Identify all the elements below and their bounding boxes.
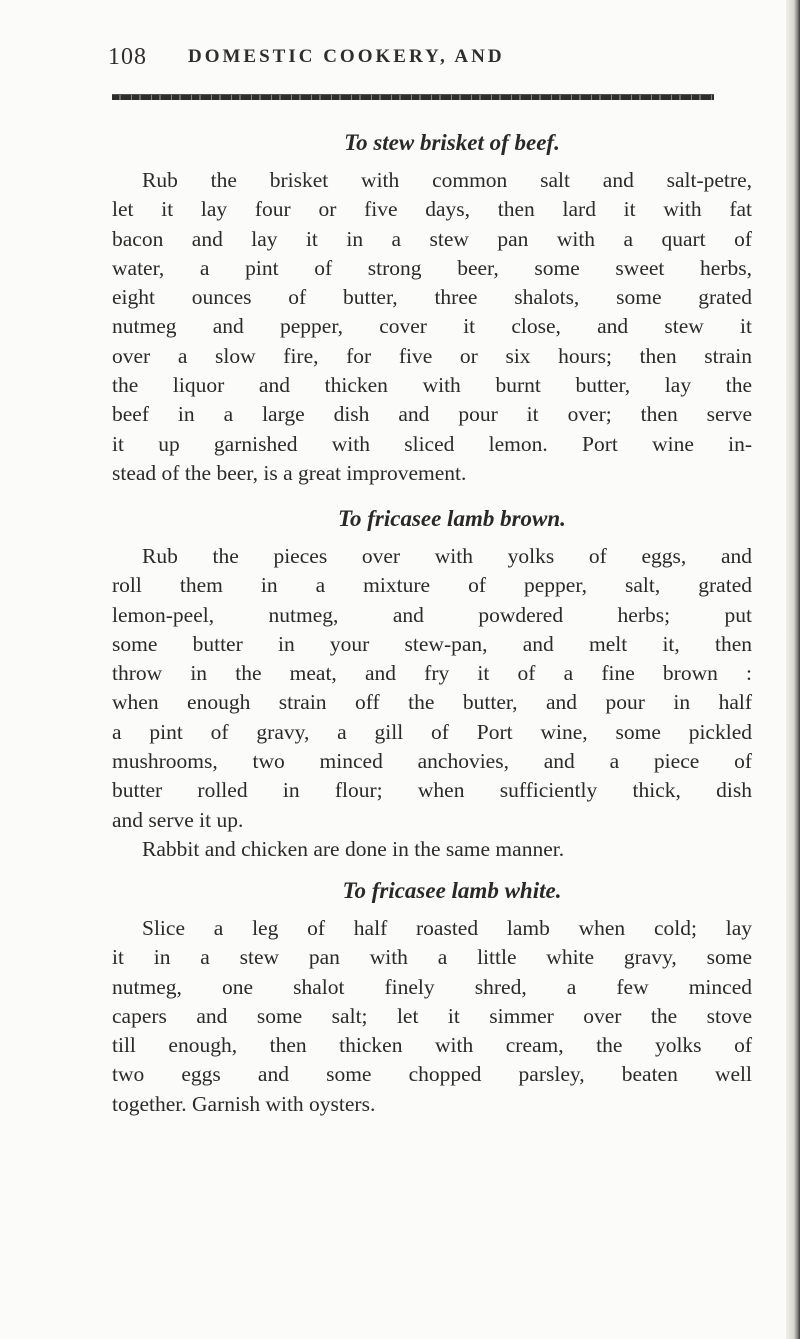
text-line: stead of the beer, is a great improvement. <box>112 460 467 485</box>
text-line: Rabbit and chicken are done in the same manner. <box>142 836 565 861</box>
text-line: eight ounces of butter, three shalots, some grated <box>112 285 752 310</box>
page-edge-shadow <box>786 0 800 1339</box>
text-line: and serve it up. <box>112 807 244 832</box>
text-line: the liquor and thicken with burnt butter, lay the <box>112 373 752 398</box>
text-line: Rub the brisket with common salt and salt-petre, <box>142 168 752 192</box>
text-line: throw in the meat, and fry it of a fine brown : <box>112 661 752 686</box>
text-line: butter rolled in flour; when sufficiently thick, dish <box>112 778 752 803</box>
text-line: beef in a large dish and pour it over; then serve <box>112 402 752 427</box>
text-line: let it lay four or five days, then lard it with fat <box>112 197 752 222</box>
recipe-title: To stew brisket of beef. <box>344 130 560 155</box>
text-line: till enough, then thicken with cream, the yolks of <box>112 1033 752 1058</box>
recipe-fricasee-lamb-brown <box>112 506 752 864</box>
text-line: when enough strain off the butter, and pour in half <box>112 690 752 715</box>
text-line: water, a pint of strong beer, some sweet herbs, <box>112 255 752 280</box>
recipe-body <box>112 542 752 864</box>
text-line: over a slow fire, for five or six hours; then strain <box>112 343 752 368</box>
text-line: nutmeg, one shalot finely shred, a few minced <box>112 974 752 999</box>
text-line: it up garnished with sliced lemon. Port wine in- <box>112 431 752 456</box>
text-line: roll them in a mixture of pepper, salt, grated <box>112 573 752 598</box>
text-line: capers and some salt; let it simmer over the stove <box>112 1003 752 1028</box>
text-line: nutmeg and pepper, cover it close, and stew it <box>112 314 752 339</box>
text-line: Rub the pieces over with yolks of eggs, and <box>142 544 752 568</box>
page-number: 108 <box>108 44 147 70</box>
running-title: DOMESTIC COOKERY, AND <box>188 46 505 67</box>
text-line: a pint of gravy, a gill of Port wine, some pickled <box>112 719 752 744</box>
text-line: bacon and lay it in a stew pan with a quart of <box>112 226 752 251</box>
recipe-stew-brisket-of-beef <box>112 130 752 488</box>
recipe-fricasee-lamb-white <box>112 878 752 1119</box>
recipe-title: To fricasee lamb white. <box>342 878 562 903</box>
text-line: together. Garnish with oysters. <box>112 1091 376 1116</box>
running-head <box>108 44 708 78</box>
text-line: Slice a leg of half roasted lamb when cold; lay <box>142 916 752 940</box>
text-line: it in a stew pan with a little white gravy, some <box>112 945 752 970</box>
header-rule <box>112 94 714 100</box>
text-line: two eggs and some chopped parsley, beaten well <box>112 1062 752 1087</box>
recipe-body <box>112 914 752 1119</box>
text-line: lemon-peel, nutmeg, and powdered herbs; put <box>112 602 752 627</box>
recipe-body <box>112 166 752 488</box>
text-line: mushrooms, two minced anchovies, and a piece of <box>112 749 752 774</box>
text-line: some butter in your stew-pan, and melt it, then <box>112 631 752 656</box>
recipe-title: To fricasee lamb brown. <box>338 506 566 531</box>
